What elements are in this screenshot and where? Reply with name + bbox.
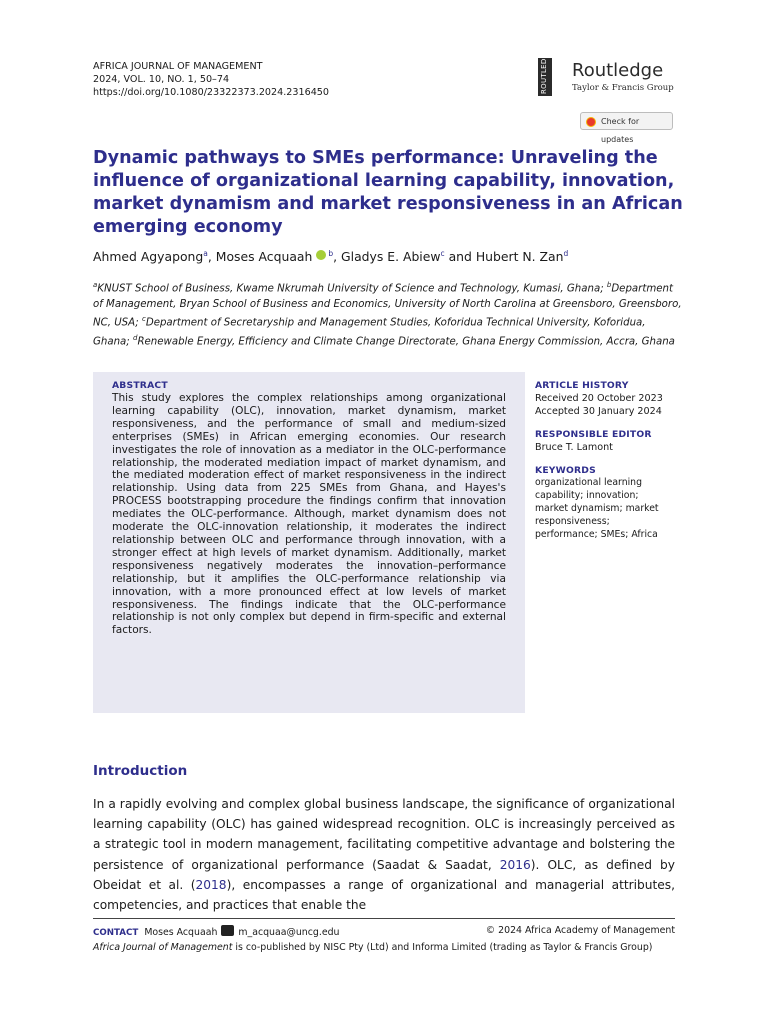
keyword-line: responsiveness; <box>535 516 610 528</box>
author-name[interactable]: Gladys E. Abiew <box>341 249 441 265</box>
accepted-date: Accepted 30 January 2024 <box>535 405 662 417</box>
abstract-heading: ABSTRACT <box>112 380 168 391</box>
introduction-heading: Introduction <box>93 763 188 779</box>
author-affil-sup: c <box>440 249 445 258</box>
copublish-note: Africa Journal of Management is co-published by NISC Pty (Ltd) and Informa Limited (trading as Taylor & Francis Group) <box>93 942 653 953</box>
publisher-name: Routledge <box>572 60 664 81</box>
citation-link[interactable]: 2016 <box>499 857 531 872</box>
check-for-updates-button[interactable] <box>580 112 673 144</box>
affiliation-a: KNUST School of Business, Kwame Nkrumah University of Science and Technology, Kumasi, Ghana; <box>97 283 604 295</box>
keyword-line: market dynamism; market <box>535 503 659 515</box>
responsible-editor: Bruce T. Lamont <box>535 441 613 453</box>
contact-name: Moses Acquaah <box>144 927 218 938</box>
publisher-group: Taylor & Francis Group <box>572 83 674 93</box>
author-name[interactable]: Moses Acquaah <box>215 249 313 265</box>
journal-name: AFRICA JOURNAL OF MANAGEMENT <box>93 61 263 72</box>
author-name[interactable]: Ahmed Agyapong <box>93 249 204 265</box>
contact-email-link[interactable]: m_acquaa@uncg.edu <box>238 927 340 938</box>
contact-label: CONTACT <box>93 928 139 938</box>
check-for-updates-label: Check for updates <box>601 117 640 144</box>
routledge-logo-icon: ROUTLEDGE <box>538 58 552 96</box>
author-affil-sup: d <box>563 249 569 258</box>
publisher-logo <box>538 47 678 98</box>
responsible-editor-heading: RESPONSIBLE EDITOR <box>535 428 652 440</box>
affiliation-c: Department of Secretaryship and Management Studies, Koforidua Technical University, Koforidua, Ghana; <box>93 317 646 348</box>
copublish-journal: Africa Journal of Management <box>93 942 233 953</box>
orcid-icon[interactable] <box>316 250 326 260</box>
article-sidebar <box>535 380 685 552</box>
affiliations: $^a$KNUST School of Business, Kwame Nkrumah University of Science and Technology, Kumasi, Ghana; $^b$Department of Management, Bryan School of Business and Economics, University of North Carolina at Greensboro, Greensboro, NC, USA; $^c$Department of Secretaryship and Management Studies, Koforidua Technical University, Koforidua, Ghana; $^d$Renewable Energy, Efficiency and Climate Change Directorate, Ghana Energy Commission, Accra, Ghana <box>93 281 682 348</box>
introduction-paragraph: In a rapidly evolving and complex global business landscape, the significance of organizational learning capability (OLC) has gained widespread recognition. OLC is increasingly perceived as a strategic tool in modern management, facilitating competitive advantage and bolstering the persistence of organizational performance (Saadat & Saadat, 2016). OLC, as defined by Obeidat et al. (2018), encompasses a range of organizational and managerial attributes, competencies, and practices that enable the <box>93 797 676 913</box>
article-history-heading: ARTICLE HISTORY <box>535 380 629 391</box>
author-name[interactable]: Hubert N. Zan <box>475 249 564 265</box>
received-date: Received 20 October 2023 <box>535 392 663 404</box>
author-list: Ahmed Agyapong$^a$, Moses Acquaah $^b$, Gladys E. Abiew$^c$ and Hubert N. Zan$^d$ <box>93 249 569 265</box>
article-title: Dynamic pathways to SMEs performance: Unraveling the influence of organizational learning capability, innovation, market dynamism and market responsiveness in an African emerging economy <box>93 148 683 237</box>
journal-volume: 2024, VOL. 10, NO. 1, 50–74 <box>93 74 230 85</box>
footer-divider <box>93 918 675 919</box>
keyword-line: performance; SMEs; Africa <box>535 529 658 541</box>
contact-footer <box>93 925 675 938</box>
affiliation-b: Department of Management, Bryan School of Business and Economics, University of North Carolina at Greensboro, Greensboro, NC, USA; <box>93 283 682 329</box>
author-affil-sup: b <box>328 249 334 258</box>
journal-header <box>93 60 329 99</box>
citation-link[interactable]: 2018 <box>195 877 227 892</box>
abstract-box <box>93 372 525 713</box>
abstract-text: This study explores the complex relationships among organizational learning capability (OLC), innovation, market dynamism, market responsiveness, and the performance of small and medium-sized enterprises (SMEs) in African emerging economies. Our research investigates the role of innovation as a mediator in the OLC-performance relationship, the moderated mediation impact of market dynamism, and the mediated moderation effect of market responsiveness in the indirect relationship. Using data from 225 SMEs from Ghana, and Hayes's PROCESS bootstrapping procedure the findings confirm that innovation mediates the OLC-performance. Although, market dynamism does not moderate the OLC-innovation relationship, it moderates the indirect relationship between OLC and performance through innovation, with a stronger effect at high levels of market dynamism. Additionally, market responsiveness negatively moderates the innovation–performance relationship, but it amplifies the OLC-performance relationship via innovation, with a more pronounced effect at low levels of market responsiveness. The findings indicate that the OLC-performance relationship is not only complex but depend in firm-specific and external factors. <box>112 392 506 637</box>
email-icon <box>221 925 234 936</box>
copyright: © 2024 Africa Academy of Management <box>485 925 675 936</box>
affiliation-d: Renewable Energy, Efficiency and Climate Change Directorate, Ghana Energy Commission, Accra, Ghana <box>137 336 675 348</box>
author-affil-sup: a <box>203 249 208 258</box>
keyword-line: organizational learning <box>535 477 642 489</box>
crossmark-icon <box>586 117 596 127</box>
keywords-heading: KEYWORDS <box>535 464 596 476</box>
journal-doi-link[interactable]: https://doi.org/10.1080/23322373.2024.2316450 <box>93 87 330 98</box>
keyword-line: capability; innovation; <box>535 490 639 502</box>
